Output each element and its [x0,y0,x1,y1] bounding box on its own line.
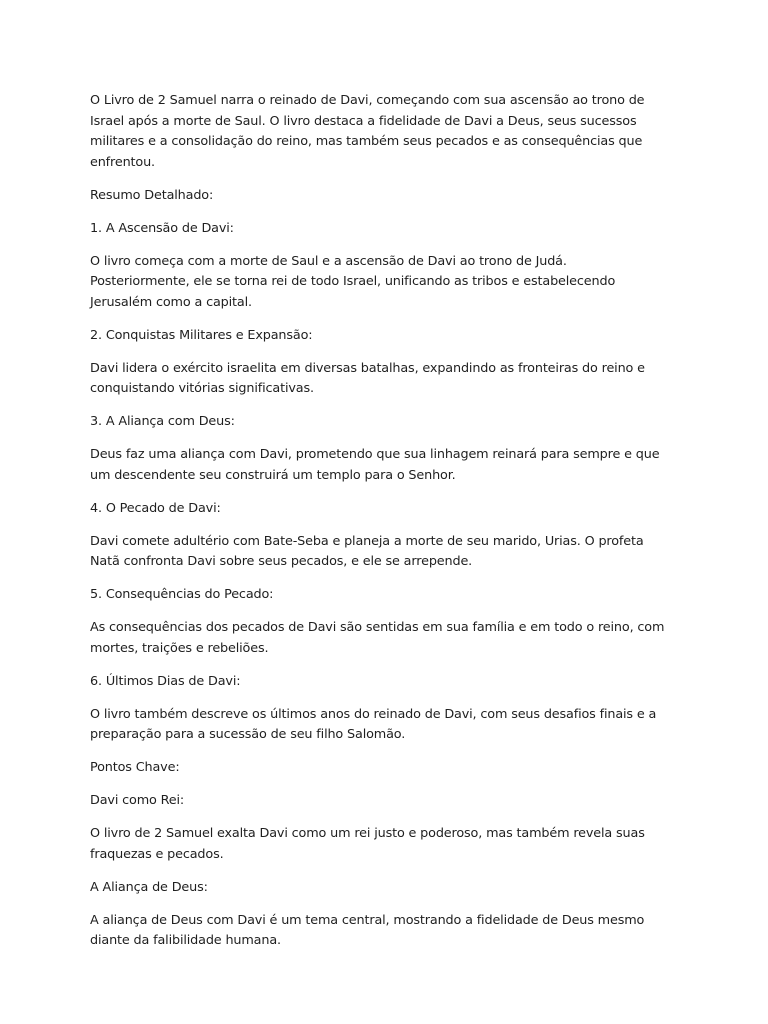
paragraph-davi-como-rei: O livro de 2 Samuel exalta Davi como um rei justo e poderoso, mas também revela suas fraquezas e pecados. [90,826,645,862]
document-body [90,91,670,964]
subheading-davi-como-rei: Davi como Rei: [90,793,185,808]
section-heading-resumo-detalhado: Resumo Detalhado: [90,187,214,203]
section-heading-ultimos-dias: 6. Últimos Dias de Davi: [90,673,241,689]
section-heading-alianca: 3. A Aliança com Deus: [90,414,235,429]
intro-paragraph: O Livro de 2 Samuel narra o reinado de Davi, começando com sua ascensão ao trono de Israel após a morte de Saul. O livro destaca a fidelidade de Davi a Deus, seus sucessos militares e a consolidação do reino, mas também seus pecados e as consequências que enfrentou. [90,93,645,170]
paragraph-consequencias: As consequências dos pecados de Davi são sentidas em sua família e em todo o reino, com mortes, traições e rebeliões. [90,620,665,656]
section-heading-pecado: 4. O Pecado de Davi: [90,500,221,516]
paragraph-ascensao: O livro começa com a morte de Saul e a ascensão de Davi ao trono de Judá. Posteriormente, ele se torna rei de todo Israel, unificando as tribos e estabelecendo Jerusalém como a capital. [90,253,616,310]
paragraph-ultimos-dias: O livro também descreve os últimos anos do reinado de Davi, com seus desafios finais e a preparação para a sucessão de seu filho Salomão. [90,706,657,742]
section-heading-conquistas: 2. Conquistas Militares e Expansão: [90,327,313,343]
subheading-alianca-de-deus: A Aliança de Deus: [90,879,208,895]
section-heading-consequencias: 5. Consequências do Pecado: [90,587,274,602]
paragraph-pecado: Davi comete adultério com Bate-Seba e planeja a morte de seu marido, Urias. O profeta Natã confronta Davi sobre seus pecados, e ele se arrepende. [90,533,644,569]
section-heading-ascensao: 1. A Ascensão de Davi: [90,220,234,236]
section-heading-pontos-chave: Pontos Chave: [90,760,180,775]
paragraph-alianca: Deus faz uma aliança com Davi, prometendo que sua linhagem reinará para sempre e que um descendente seu construirá um templo para o Senhor. [90,447,660,483]
paragraph-conquistas: Davi lidera o exército israelita em diversas batalhas, expandindo as fronteiras do reino e conquistando vitórias significativas. [90,360,645,396]
paragraph-alianca-de-deus: A aliança de Deus com Davi é um tema central, mostrando a fidelidade de Deus mesmo diante da falibilidade humana. [90,912,645,948]
